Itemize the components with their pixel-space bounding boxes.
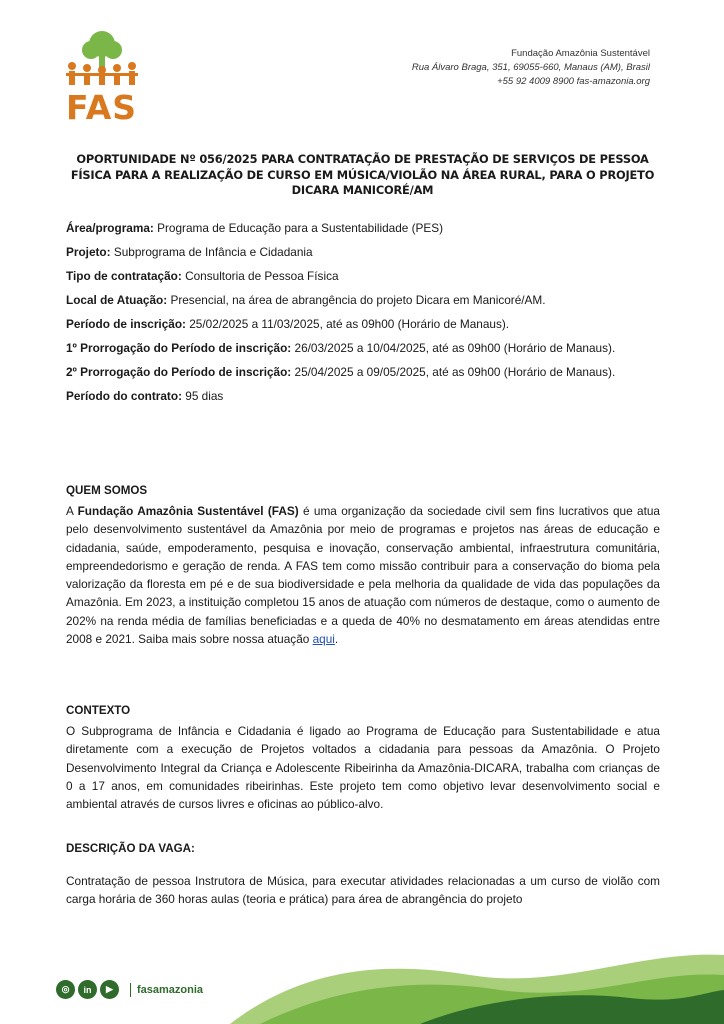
field-prorrogacao-2 [66,360,660,384]
field-periodo-contrato [66,384,660,408]
field-label: Período do contrato: [66,389,182,403]
logo-wordmark: FAS [66,88,138,127]
footer-wave-decoration [0,930,724,1024]
field-projeto [66,240,660,264]
field-prorrogacao-1 [66,336,660,360]
field-value: 25/02/2025 a 11/03/2025, até as 09h00 (Horário de Manaus). [185,317,510,331]
text-run: é uma organização da sociedade civil sem fins lucrativos que atua pelo desenvolvimento sustentável da Amazônia por meio de programas e projetos nas áreas de educação e cidadania, saúde, empoderamento, pesquisa e inovação, conservação ambiental, infraestrutura comunitária, empreendedorismo e geração de renda. A FAS tem como missão contribuir para a conservação do bioma pela valorização da floresta em pé e de sua biodiversidade e pela melhoria da qualidade de vida das populações da Amazônia. Em 2023, a instituição completou 15 anos de atuação com números de destaque, como o aumento de 202% na renda média de famílias beneficiadas e a queda de 40% no desmatamento em áreas atendidas entre 2008 e 2021. Saiba mais sobre nossa atuação [66,504,660,647]
field-value: Programa de Educação para a Sustentabilidade (PES) [153,221,444,235]
field-label: Período de inscrição: [66,317,186,331]
paragraph-quem-somos [66,502,660,648]
field-label: 2º Prorrogação do Período de inscrição: [66,365,292,379]
heading-descricao-vaga: DESCRIÇÃO DA VAGA: [66,842,195,855]
field-label: Projeto: [66,245,111,259]
field-label: Tipo de contratação: [66,269,182,283]
paragraph-descricao-vaga: Contratação de pessoa Instrutora de Música, para executar atividades relacionadas a um curso de violão com carga horária de 360 horas aulas (teoria e prática) para área de abrangência do projeto [66,874,660,907]
job-fields [66,216,660,408]
field-value: Presencial, na área de abrangência do projeto Dicara em Manicoré/AM. [167,293,546,307]
social-handle: fasamazonia [130,983,203,997]
text-bold-org: Fundação Amazônia Sustentável (FAS) [77,504,299,518]
org-name: Fundação Amazônia Sustentável [511,48,650,59]
field-value: Subprograma de Infância e Cidadania [110,245,313,259]
heading-quem-somos: QUEM SOMOS [66,484,148,497]
field-label: Área/programa: [66,221,154,235]
heading-contexto: CONTEXTO [66,704,131,717]
social-links [56,980,203,999]
document-title: OPORTUNIDADE Nº 056/2025 PARA CONTRATAÇÃO DE PRESTAÇÃO DE SERVIÇOS DE PESSOA FÍSICA PARA A REALIZAÇÃO DE CURSO EM MÚSICA/VIOLÃO NA ÁREA RURAL, PARA O PROJETO DICARA MANICORÉ/AM [70,152,655,197]
field-area [66,216,660,240]
text-run: . [334,632,339,647]
org-address: Rua Álvaro Braga, 351, 69055-660, Manaus (AM), Brasil [411,62,650,73]
youtube-icon[interactable]: ▶ [100,980,119,999]
linkedin-icon[interactable]: in [78,980,97,999]
instagram-icon[interactable]: ◎ [56,980,75,999]
field-local [66,288,660,312]
field-label: Local de Atuação: [66,293,168,307]
org-phone-site: +55 92 4009 8900 fas-amazonia.org [497,76,650,87]
field-value: 25/04/2025 a 09/05/2025, até as 09h00 (Horário de Manaus). [291,365,616,379]
field-value: 26/03/2025 a 10/04/2025, até as 09h00 (Horário de Manaus). [291,341,616,355]
link-aqui[interactable]: aqui [312,632,335,647]
contact-block [412,47,650,89]
field-value: 95 dias [182,389,224,403]
field-periodo-inscricao [66,312,660,336]
tree-people-icon [62,28,142,88]
field-tipo [66,264,660,288]
field-label: 1º Prorrogação do Período de inscrição: [66,341,292,355]
field-value: Consultoria de Pessoa Física [181,269,339,283]
paragraph-contexto: O Subprograma de Infância e Cidadania é ligado ao Programa de Educação para Sustentabilidade e atua diretamente com a execução de Projetos voltados a cidadania para pessoas da Amazônia. O Projeto Desenvolvimento Integral da Criança e Adolescente Ribeirinha da Amazônia-DICARA, trabalha com crianças de 0 a 17 anos, em comunidades ribeirinhas. Este projeto tem como objetivo levar desenvolvimento social e ambiental através de cursos livres e oficinas ao público-alvo. [66,724,660,812]
text-run: A [66,504,78,518]
